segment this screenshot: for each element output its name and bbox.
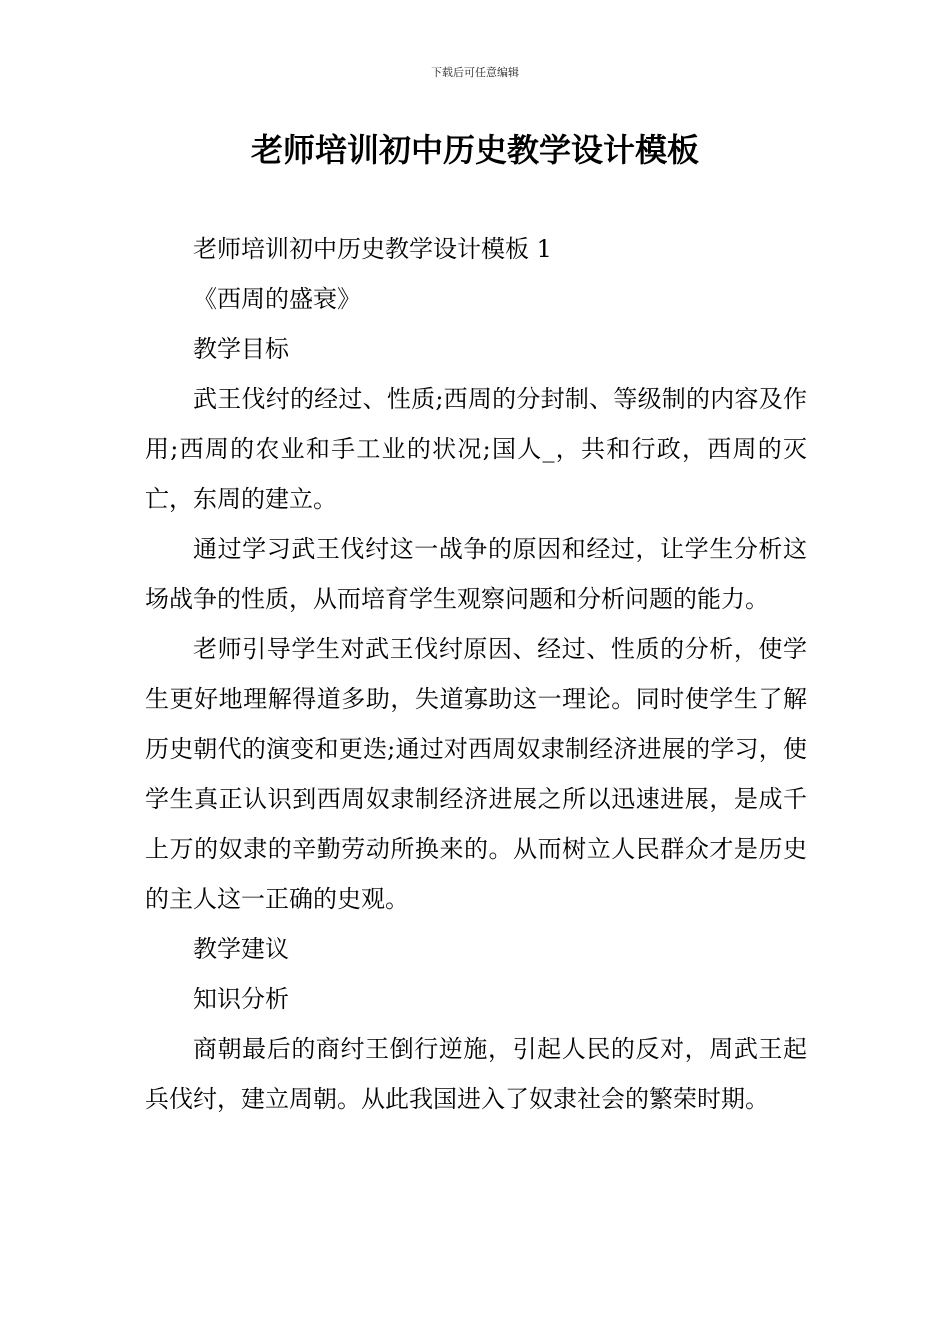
section-heading: 老师培训初中历史教学设计模板 1 xyxy=(193,235,552,263)
body-paragraph: 老师引导学生对武王伐纣原因、经过、性质的分析，使学生更好地理解得道多助，失道寡助这一理论。同时使学生了解历史朝代的演变和更迭;通过对西周奴隶制经济进展的学习，使学生真正认识到西周奴隶制经济进展之所以迅速进展，是成千上万的奴隶的辛勤劳动所换来的。从而树立人民群众才是历史的主人这一正确的史观。 xyxy=(145,635,807,913)
body-paragraph: 武王伐纣的经过、性质;西周的分封制、等级制的内容及作用;西周的农业和手工业的状况;国人_，共和行政，西周的灭亡，东周的建立。 xyxy=(145,385,807,513)
header-note: 下载后可任意编辑 xyxy=(431,66,519,79)
body-paragraph: 商朝最后的商纣王倒行逆施，引起人民的反对，周武王起兵伐纣，建立周朝。从此我国进入了奴隶社会的繁荣时期。 xyxy=(145,1035,807,1113)
subheading-teaching-goals: 教学目标 xyxy=(193,335,289,363)
subheading-teaching-suggestions: 教学建议 xyxy=(193,935,289,963)
document-body xyxy=(145,224,807,1124)
body-paragraph: 通过学习武王伐纣这一战争的原因和经过，让学生分析这场战争的性质，从而培育学生观察问题和分析问题的能力。 xyxy=(145,535,807,613)
lesson-title: 《西周的盛衰》 xyxy=(193,285,361,313)
document-title: 老师培训初中历史教学设计模板 xyxy=(250,131,699,169)
subheading-knowledge-analysis: 知识分析 xyxy=(193,985,289,1013)
